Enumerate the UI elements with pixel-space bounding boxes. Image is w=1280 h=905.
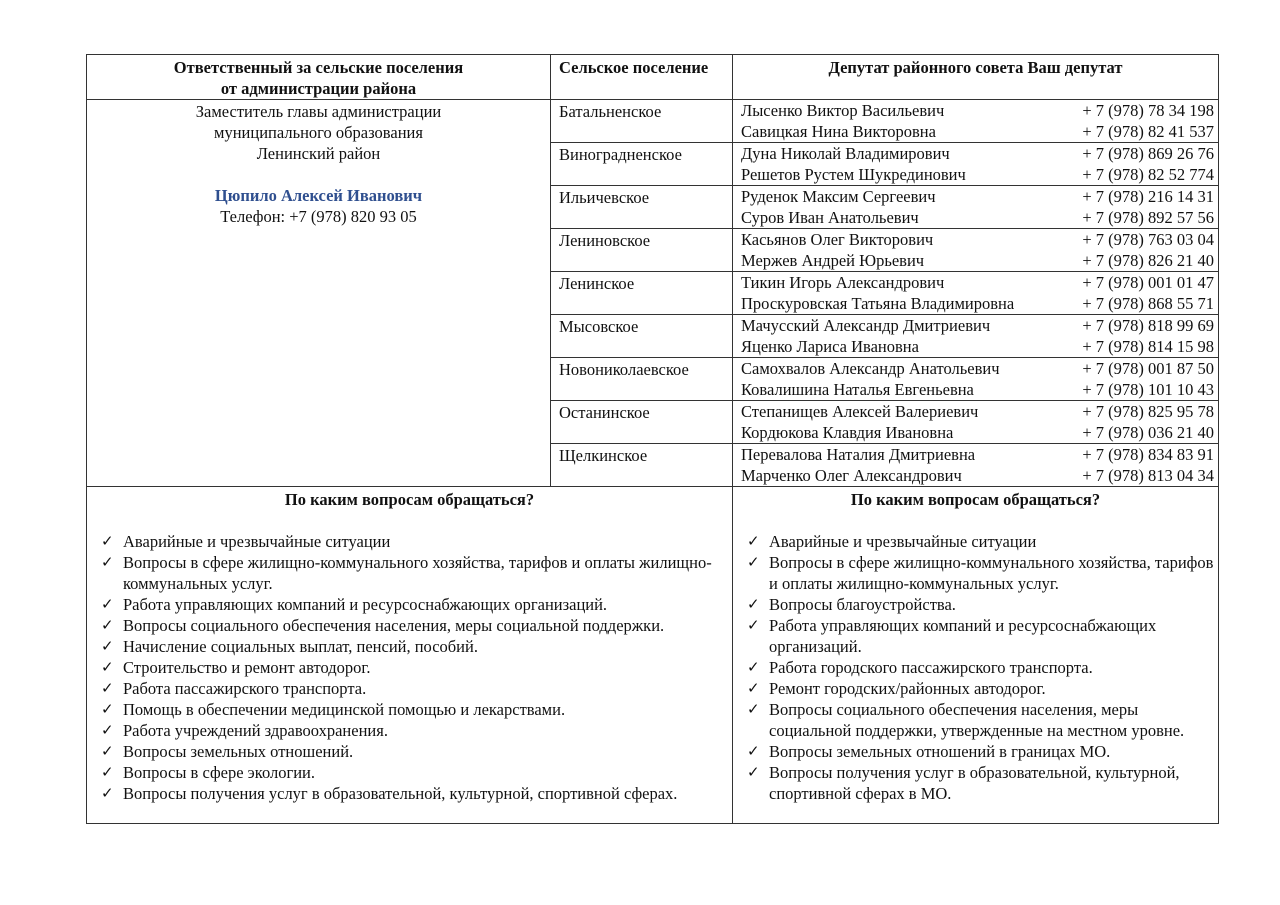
deputy-entry bbox=[733, 229, 1218, 250]
checkmark-icon: ✓ bbox=[101, 721, 114, 739]
checkmark-icon: ✓ bbox=[101, 763, 114, 781]
deputy-phone: + 7 (978) 818 99 69 bbox=[1082, 316, 1214, 335]
question-text: Вопросы получения услуг в образовательной, культурной, спортивной сферах. bbox=[123, 784, 678, 803]
settlement-name: Виноградненское bbox=[551, 143, 733, 186]
question-item bbox=[745, 657, 1214, 678]
question-text: Вопросы социального обеспечения населения, меры социальной поддержки, утвержденные на местном уровне. bbox=[769, 700, 1185, 740]
question-text: Ремонт городских/районных автодорог. bbox=[769, 679, 1046, 698]
deputy-name: Степанищев Алексей Валериевич bbox=[741, 402, 979, 421]
questions-row bbox=[87, 487, 1219, 824]
settlement-name: Новониколаевское bbox=[551, 358, 733, 401]
questions-right-title: По каким вопросам обращаться? bbox=[850, 490, 1101, 509]
questions-right bbox=[733, 487, 1219, 824]
header-responsible bbox=[87, 55, 551, 100]
settlement-name: Батальненское bbox=[551, 100, 733, 143]
settlement-name: Ильичевское bbox=[551, 186, 733, 229]
question-text: Аварийные и чрезвычайные ситуации bbox=[123, 532, 391, 551]
question-item bbox=[745, 615, 1214, 657]
deputy-entry bbox=[733, 336, 1218, 357]
deputy-entry bbox=[733, 401, 1218, 422]
deputy-name: Мачусский Александр Дмитриевич bbox=[741, 316, 991, 335]
deputies-cell bbox=[733, 186, 1219, 229]
question-text: Вопросы в сфере жилищно-коммунального хозяйства, тарифов и оплаты жилищно-коммунальных услуг. bbox=[769, 553, 1214, 593]
deputy-name: Марченко Олег Александрович bbox=[741, 466, 962, 485]
settlement-name: Ленинское bbox=[551, 272, 733, 315]
checkmark-icon: ✓ bbox=[101, 637, 114, 655]
checkmark-icon: ✓ bbox=[101, 784, 114, 802]
deputies-cell bbox=[733, 358, 1219, 401]
deputy-entry bbox=[733, 358, 1218, 379]
deputy-phone: + 7 (978) 825 95 78 bbox=[1082, 402, 1214, 421]
settlement-name: Лениновское bbox=[551, 229, 733, 272]
deputy-name: Савицкая Нина Викторовна bbox=[741, 122, 936, 141]
questions-left-title: По каким вопросам обращаться? bbox=[284, 490, 535, 509]
deputies-cell bbox=[733, 315, 1219, 358]
question-text: Строительство и ремонт автодорог. bbox=[123, 658, 371, 677]
deputies-cell bbox=[733, 444, 1219, 487]
deputy-phone: + 7 (978) 892 57 56 bbox=[1082, 208, 1214, 227]
question-item bbox=[99, 699, 728, 720]
question-item bbox=[99, 594, 728, 615]
deputies-cell bbox=[733, 272, 1219, 315]
checkmark-icon: ✓ bbox=[101, 679, 114, 697]
deputies-cell bbox=[733, 401, 1219, 444]
checkmark-icon: ✓ bbox=[747, 616, 760, 634]
deputy-entry bbox=[733, 100, 1218, 121]
deputy-name: Ковалишина Наталья Евгеньевна bbox=[741, 380, 974, 399]
question-item bbox=[99, 783, 728, 804]
header-row bbox=[87, 55, 1219, 100]
question-text: Работа пассажирского транспорта. bbox=[123, 679, 367, 698]
responsible-phone: Телефон: +7 (978) 820 93 05 bbox=[220, 207, 417, 226]
deputy-entry bbox=[733, 422, 1218, 443]
responsible-cell bbox=[87, 100, 551, 487]
question-item bbox=[745, 594, 1214, 615]
deputy-entry bbox=[733, 143, 1218, 164]
deputy-entry bbox=[733, 121, 1218, 142]
question-text: Вопросы в сфере жилищно-коммунального хозяйства, тарифов и оплаты жилищно-коммунальных услуг. bbox=[123, 553, 712, 593]
deputy-entry bbox=[733, 444, 1218, 465]
deputy-entry bbox=[733, 250, 1218, 271]
deputy-name: Яценко Лариса Ивановна bbox=[741, 337, 919, 356]
responsible-name: Цюпило Алексей Иванович bbox=[214, 186, 423, 205]
question-text: Вопросы в сфере экологии. bbox=[123, 763, 316, 782]
deputy-phone: + 7 (978) 036 21 40 bbox=[1082, 423, 1214, 442]
question-text: Работа управляющих компаний и ресурсоснабжающих организаций. bbox=[769, 616, 1157, 656]
checkmark-icon: ✓ bbox=[101, 700, 114, 718]
question-item bbox=[99, 531, 728, 552]
deputy-phone: + 7 (978) 826 21 40 bbox=[1082, 251, 1214, 270]
question-item bbox=[745, 741, 1214, 762]
question-item bbox=[745, 678, 1214, 699]
deputy-phone: + 7 (978) 78 34 198 bbox=[1082, 101, 1214, 120]
deputy-phone: + 7 (978) 101 10 43 bbox=[1082, 380, 1214, 399]
deputy-entry bbox=[733, 293, 1218, 314]
deputy-name: Лысенко Виктор Васильевич bbox=[741, 101, 945, 120]
question-text: Работа учреждений здравоохранения. bbox=[123, 721, 388, 740]
question-item bbox=[99, 741, 728, 762]
question-item bbox=[745, 552, 1214, 594]
deputy-phone: + 7 (978) 216 14 31 bbox=[1082, 187, 1214, 206]
deputy-name: Мержев Андрей Юрьевич bbox=[741, 251, 925, 270]
checkmark-icon: ✓ bbox=[747, 679, 760, 697]
question-text: Вопросы земельных отношений в границах МО. bbox=[769, 742, 1111, 761]
responsible-line1: Заместитель главы администрации bbox=[195, 102, 442, 121]
deputy-name: Перевалова Наталия Дмитриевна bbox=[741, 445, 976, 464]
settlement-name: Щелкинское bbox=[551, 444, 733, 487]
deputy-name: Кордюкова Клавдия Ивановна bbox=[741, 423, 954, 442]
question-item bbox=[99, 657, 728, 678]
deputy-name: Дуна Николай Владимирович bbox=[741, 144, 950, 163]
deputy-name: Решетов Рустем Шукрединович bbox=[741, 165, 966, 184]
deputy-name: Касьянов Олег Викторович bbox=[741, 230, 934, 249]
deputy-entry bbox=[733, 164, 1218, 185]
deputy-entry bbox=[733, 315, 1218, 336]
deputy-name: Суров Иван Анатольевич bbox=[741, 208, 919, 227]
questions-right-list bbox=[737, 510, 1214, 804]
deputy-phone: + 7 (978) 868 55 71 bbox=[1082, 294, 1214, 313]
question-item bbox=[99, 678, 728, 699]
question-item bbox=[745, 762, 1214, 804]
checkmark-icon: ✓ bbox=[101, 616, 114, 634]
deputy-entry bbox=[733, 465, 1218, 486]
checkmark-icon: ✓ bbox=[747, 595, 760, 613]
checkmark-icon: ✓ bbox=[101, 532, 114, 550]
responsible-line2: муниципального образования bbox=[214, 123, 423, 142]
deputy-phone: + 7 (978) 834 83 91 bbox=[1082, 445, 1214, 464]
contacts-table bbox=[86, 54, 1219, 824]
deputy-phone: + 7 (978) 001 01 47 bbox=[1082, 273, 1214, 292]
checkmark-icon: ✓ bbox=[747, 742, 760, 760]
document-page bbox=[86, 54, 1218, 824]
deputy-name: Тикин Игорь Александрович bbox=[741, 273, 945, 292]
deputy-entry bbox=[733, 272, 1218, 293]
deputies-cell bbox=[733, 100, 1219, 143]
checkmark-icon: ✓ bbox=[101, 658, 114, 676]
question-text: Работа управляющих компаний и ресурсоснабжающих организаций. bbox=[123, 595, 608, 614]
question-text: Вопросы социального обеспечения населения, меры социальной поддержки. bbox=[123, 616, 665, 635]
question-item bbox=[99, 615, 728, 636]
question-text: Аварийные и чрезвычайные ситуации bbox=[769, 532, 1037, 551]
question-text: Начисление социальных выплат, пенсий, пособий. bbox=[123, 637, 478, 656]
question-text: Помощь в обеспечении медицинской помощью и лекарствами. bbox=[123, 700, 566, 719]
header-responsible-line2: от администрации района bbox=[220, 79, 417, 98]
checkmark-icon: ✓ bbox=[747, 532, 760, 550]
question-item bbox=[745, 531, 1214, 552]
deputy-phone: + 7 (978) 869 26 76 bbox=[1082, 144, 1214, 163]
question-item bbox=[745, 699, 1214, 741]
checkmark-icon: ✓ bbox=[747, 700, 760, 718]
checkmark-icon: ✓ bbox=[747, 763, 760, 781]
settlement-row bbox=[87, 100, 1219, 143]
deputy-phone: + 7 (978) 814 15 98 bbox=[1082, 337, 1214, 356]
checkmark-icon: ✓ bbox=[101, 595, 114, 613]
deputy-phone: + 7 (978) 763 03 04 bbox=[1082, 230, 1214, 249]
settlement-name: Останинское bbox=[551, 401, 733, 444]
deputies-cell bbox=[733, 229, 1219, 272]
questions-left-list bbox=[91, 510, 728, 804]
deputy-entry bbox=[733, 379, 1218, 400]
question-text: Работа городского пассажирского транспорта. bbox=[769, 658, 1093, 677]
deputy-name: Самохвалов Александр Анатольевич bbox=[741, 359, 1000, 378]
header-responsible-line1: Ответственный за сельские поселения bbox=[173, 58, 464, 77]
settlement-name: Мысовское bbox=[551, 315, 733, 358]
deputy-phone: + 7 (978) 82 41 537 bbox=[1082, 122, 1214, 141]
question-text: Вопросы получения услуг в образовательной, культурной, спортивной сферах в МО. bbox=[769, 763, 1180, 803]
deputy-entry bbox=[733, 186, 1218, 207]
question-item bbox=[99, 636, 728, 657]
deputies-cell bbox=[733, 143, 1219, 186]
deputy-name: Проскуровская Татьяна Владимировна bbox=[741, 294, 1015, 313]
deputy-entry bbox=[733, 207, 1218, 228]
question-item bbox=[99, 720, 728, 741]
responsible-line3: Ленинский район bbox=[256, 144, 381, 163]
deputy-name: Руденок Максим Сергеевич bbox=[741, 187, 936, 206]
question-item bbox=[99, 552, 728, 594]
header-settlement: Сельское поселение bbox=[551, 55, 733, 100]
question-item bbox=[99, 762, 728, 783]
deputy-phone: + 7 (978) 813 04 34 bbox=[1082, 466, 1214, 485]
checkmark-icon: ✓ bbox=[101, 742, 114, 760]
checkmark-icon: ✓ bbox=[747, 658, 760, 676]
questions-left bbox=[87, 487, 733, 824]
checkmark-icon: ✓ bbox=[747, 553, 760, 571]
question-text: Вопросы благоустройства. bbox=[769, 595, 956, 614]
question-text: Вопросы земельных отношений. bbox=[123, 742, 354, 761]
checkmark-icon: ✓ bbox=[101, 553, 114, 571]
deputy-phone: + 7 (978) 82 52 774 bbox=[1082, 165, 1214, 184]
deputy-phone: + 7 (978) 001 87 50 bbox=[1082, 359, 1214, 378]
header-deputy: Депутат районного совета Ваш депутат bbox=[733, 55, 1219, 100]
